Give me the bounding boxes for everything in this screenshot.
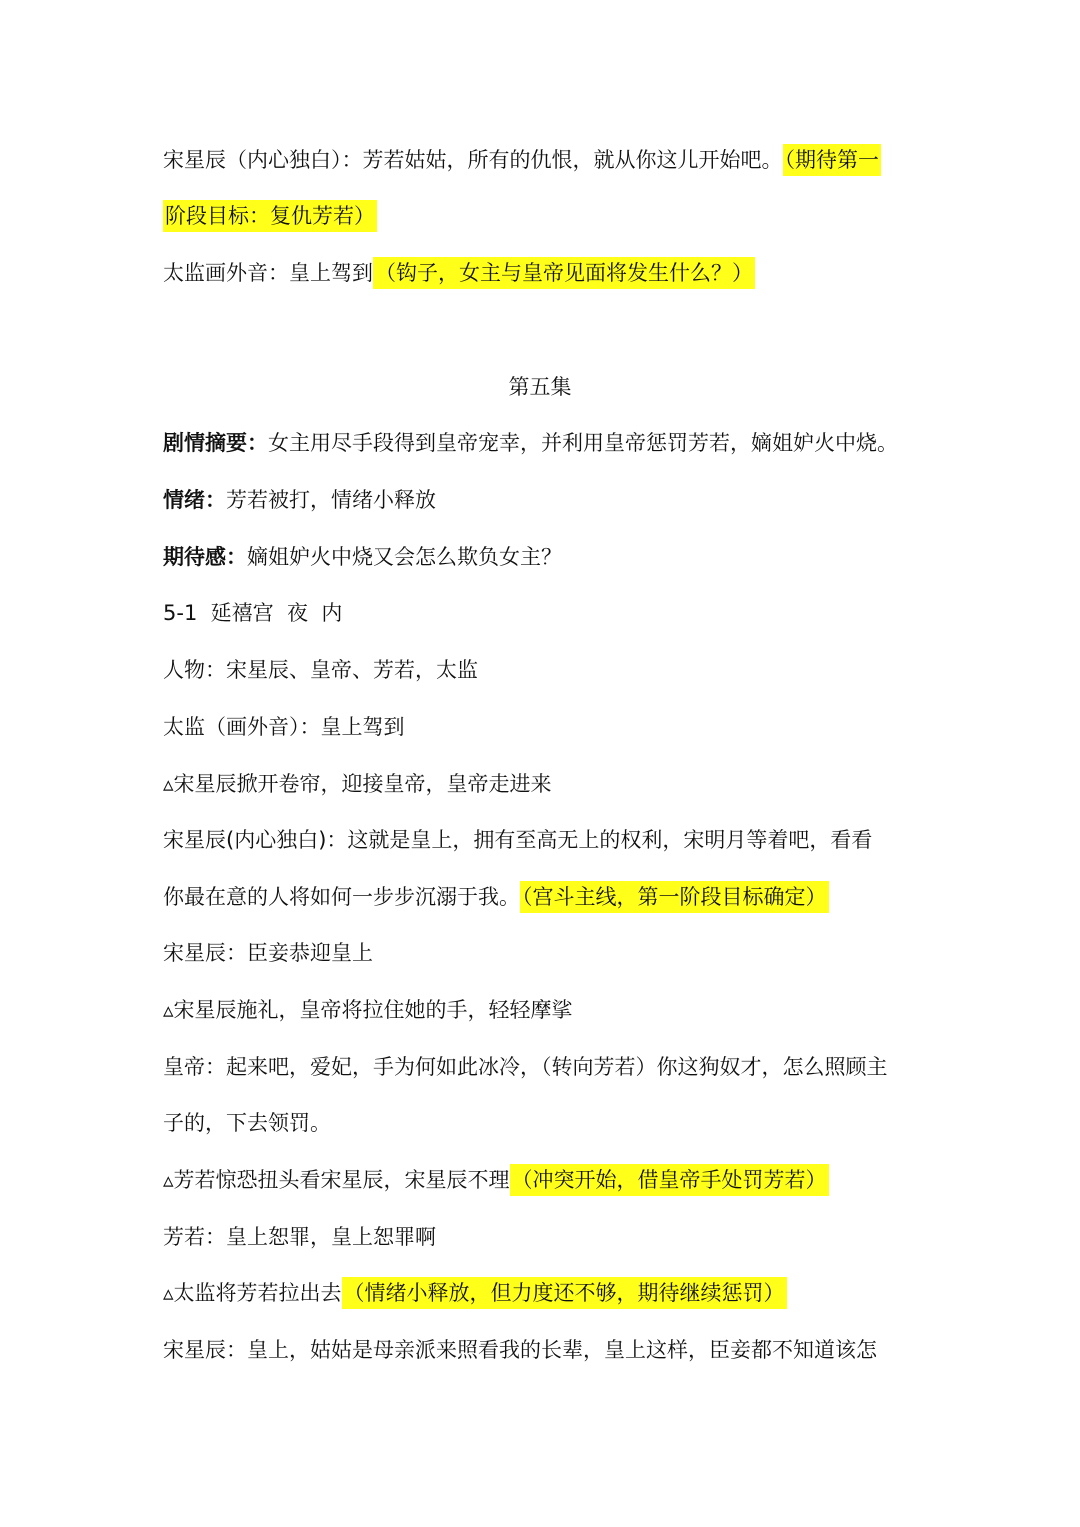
plot-summary-text: 女主用尽手段得到皇帝宠幸，并利用皇帝惩罚芳若，嫡姐妒火中烧。 [268, 431, 898, 455]
line-text: 你最在意的人将如何一步步沉溺于我。 [163, 885, 520, 909]
line-text: ▵芳若惊恐扭头看宋星辰，宋星辰不理 [163, 1168, 510, 1192]
script-line [163, 1160, 953, 1200]
script-line [163, 990, 953, 1030]
script-line [163, 1330, 953, 1370]
highlight-annotation: 阶段目标：复仇芳若） [163, 200, 377, 232]
script-line [163, 1103, 953, 1143]
scene-characters: 人物：宋星辰、皇帝、芳若，太监 [163, 658, 478, 682]
script-line [163, 707, 953, 747]
emotion-summary [163, 480, 953, 520]
script-line [163, 764, 953, 804]
script-line [163, 933, 953, 973]
expectation-summary [163, 537, 953, 577]
line-text: 子的，下去领罚。 [163, 1111, 331, 1135]
script-line [163, 820, 953, 860]
line-text: 宋星辰：臣妾恭迎皇上 [163, 941, 373, 965]
offscreen-voice-line [163, 253, 953, 293]
scene-heading: 5-1 延禧宫 夜 内 [163, 601, 343, 625]
line-text: 宋星辰(内心独白)：这就是皇上，拥有至高无上的权利，宋明月等着吧，看看 [163, 828, 873, 852]
expectation-label: 期待感： [163, 545, 247, 569]
line-text: 芳若：皇上恕罪，皇上恕罪啊 [163, 1225, 436, 1249]
highlight-annotation: （情绪小释放，但力度还不够，期待继续惩罚） [342, 1277, 787, 1309]
line-text: 宋星辰（内心独白）：芳若姑姑，所有的仇恨，就从你这儿开始吧。 [163, 148, 783, 172]
plot-summary [163, 423, 953, 463]
script-line [163, 1273, 953, 1313]
highlight-annotation: （宫斗主线，第一阶段目标确定） [520, 881, 829, 913]
plot-summary-label: 剧情摘要： [163, 431, 268, 455]
highlight-annotation: （期待第一 [783, 144, 882, 176]
line-text: ▵宋星辰施礼，皇帝将拉住她的手，轻轻摩挲 [163, 998, 573, 1022]
monologue-line-continued [163, 196, 953, 236]
line-text: 太监画外音：皇上驾到 [163, 261, 373, 285]
emotion-label: 情绪： [163, 488, 226, 512]
episode-title: 第五集 [508, 375, 572, 399]
script-line [163, 877, 953, 917]
line-text: 宋星辰：皇上，姑姑是母亲派来照看我的长辈，皇上这样，臣妾都不知道该怎 [163, 1338, 877, 1362]
line-text: ▵宋星辰掀开卷帘，迎接皇帝，皇帝走进来 [163, 772, 552, 796]
highlight-annotation: （冲突开始，借皇帝手处罚芳若） [510, 1164, 829, 1196]
expectation-text: 嫡姐妒火中烧又会怎么欺负女主？ [247, 545, 562, 569]
emotion-text: 芳若被打，情绪小释放 [226, 488, 436, 512]
line-text: ▵太监将芳若拉出去 [163, 1281, 342, 1305]
line-text: 皇帝：起来吧，爱妃，手为何如此冰冷，（转向芳若）你这狗奴才，怎么照顾主 [163, 1055, 888, 1079]
line-text: 太监（画外音）：皇上驾到 [163, 715, 405, 739]
script-line [163, 1047, 953, 1087]
monologue-line [163, 140, 953, 180]
script-line [163, 1217, 953, 1257]
highlight-annotation: （钩子，女主与皇帝见面将发生什么？） [373, 257, 755, 289]
